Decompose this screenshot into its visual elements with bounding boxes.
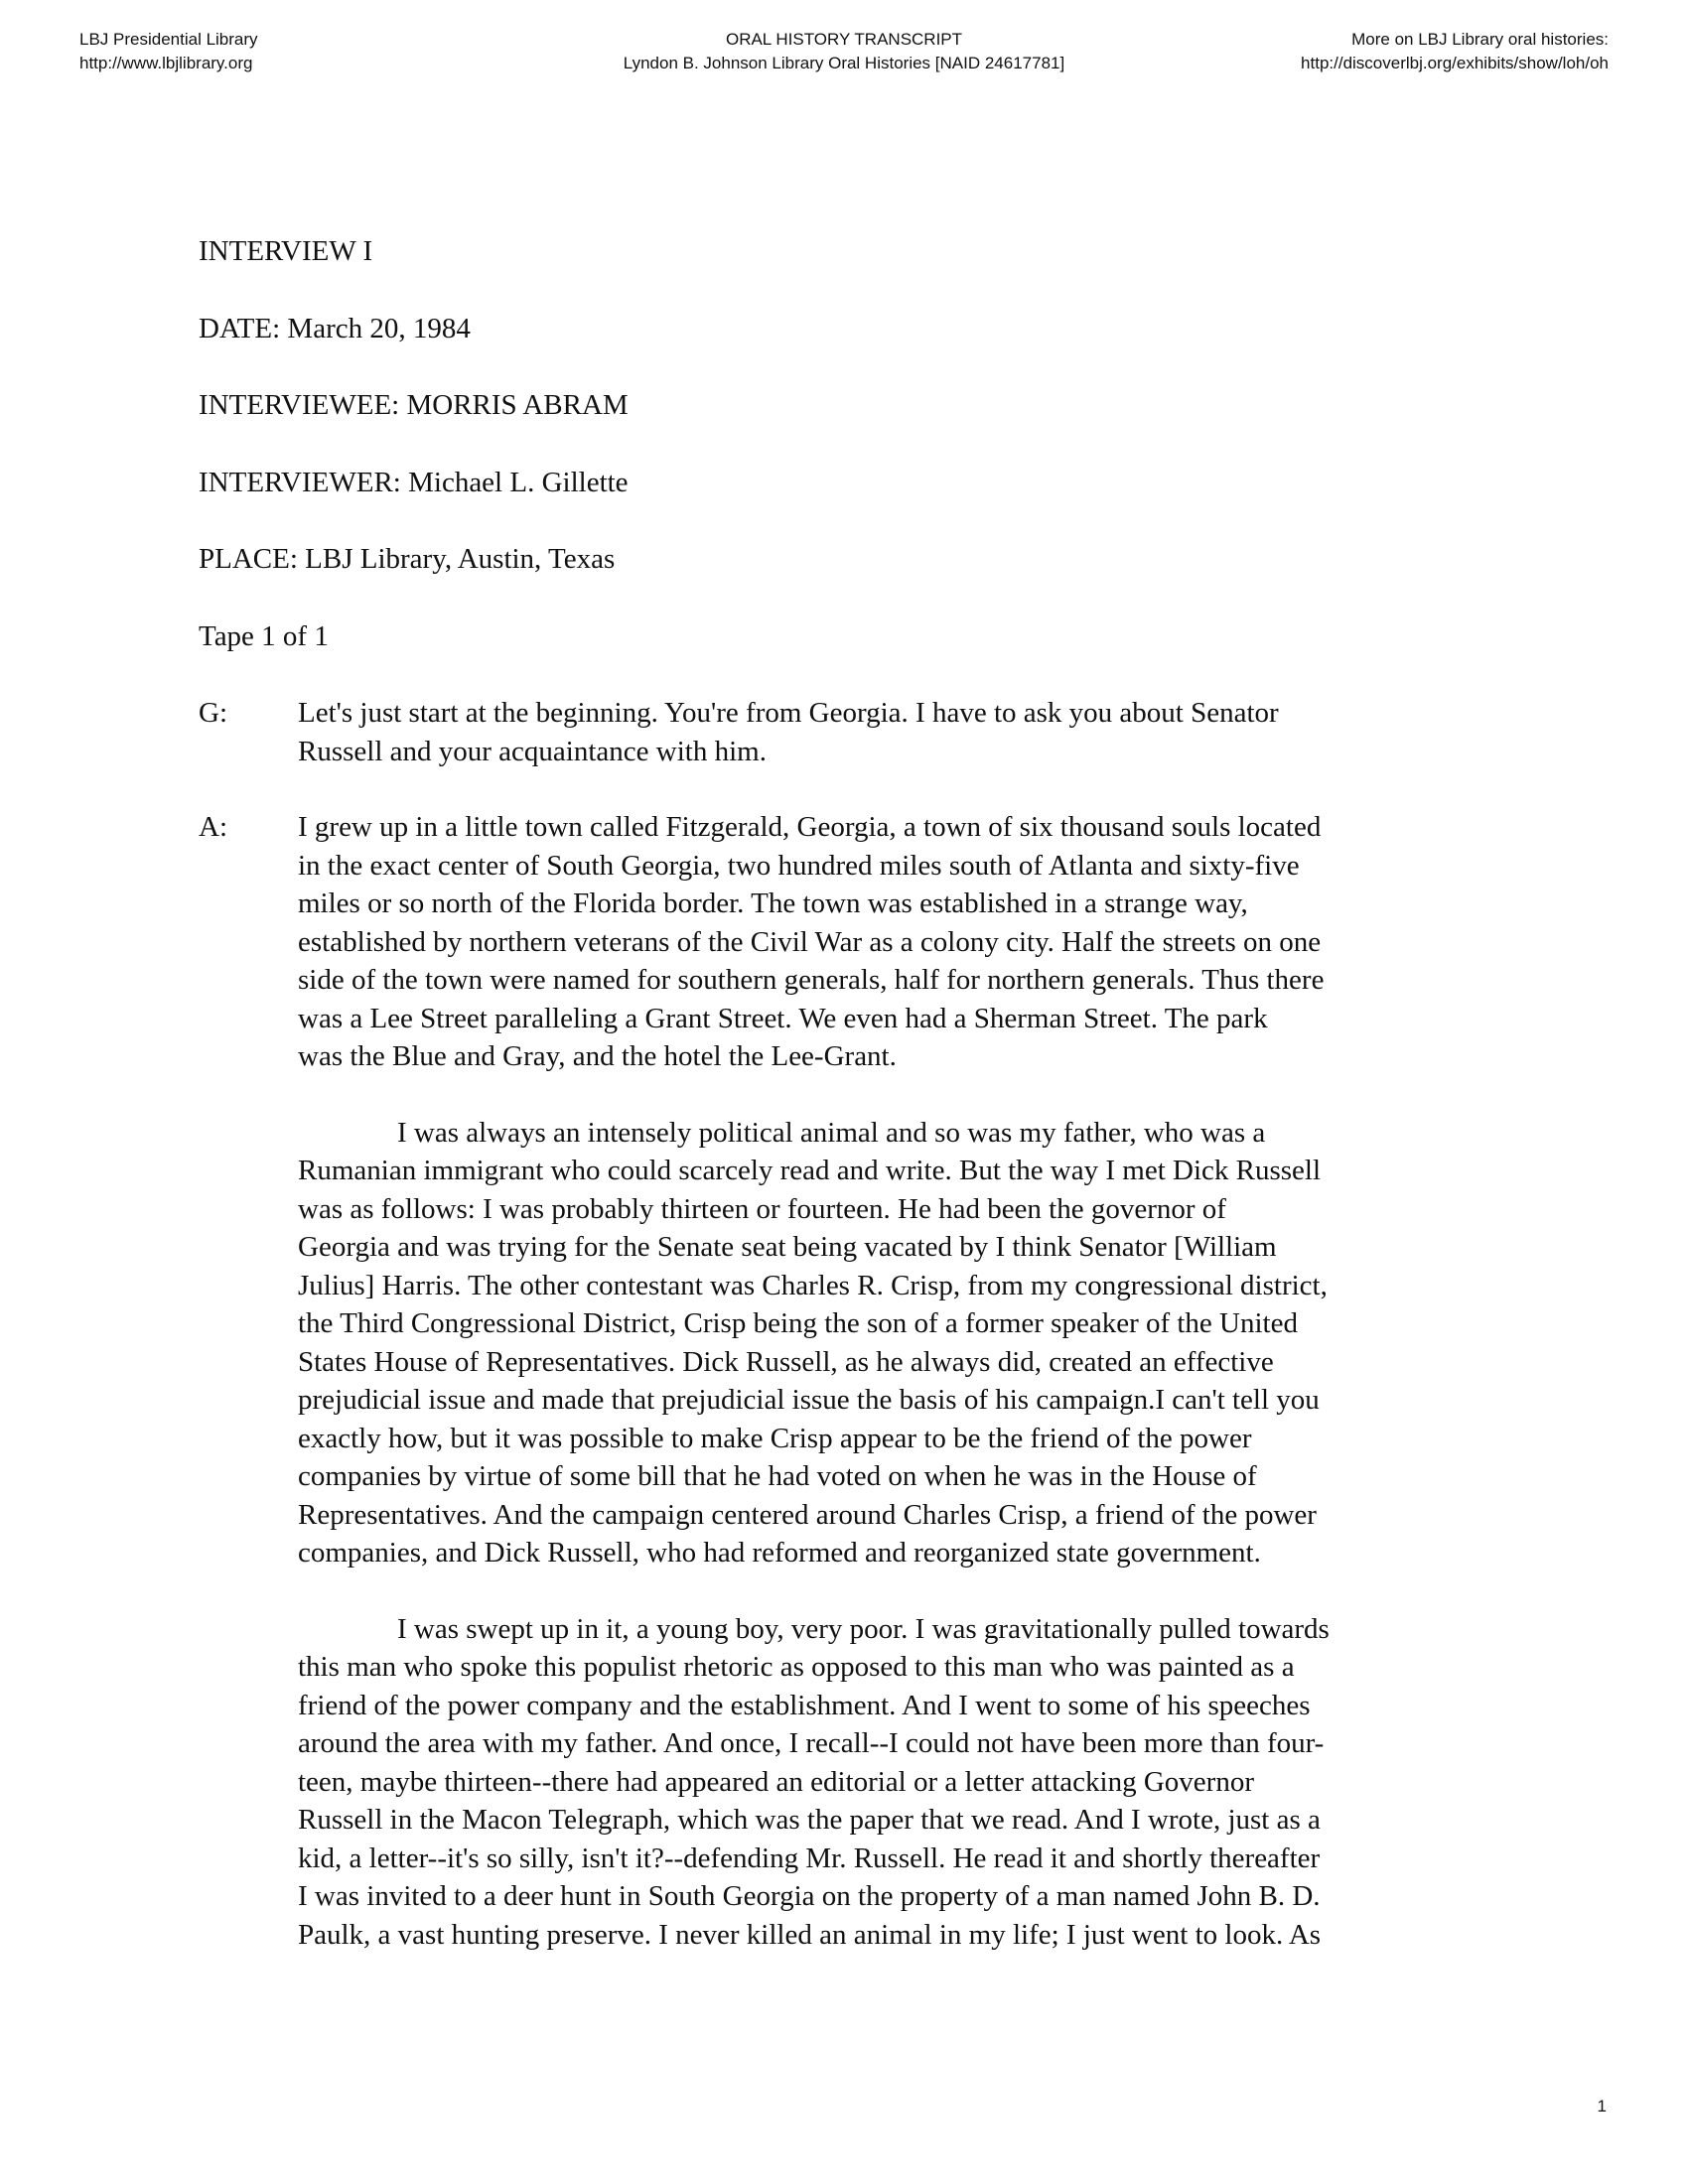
header-library-name: LBJ Presidential Library	[79, 30, 258, 49]
text-line: was the Blue and Gray, and the hotel the Lee-Grant.	[298, 1040, 897, 1072]
text-line: friend of the power company and the establishment. And I went to some of his speeches	[298, 1689, 1311, 1721]
text-line: companies by virtue of some bill that he had voted on when he was in the House of	[298, 1460, 1257, 1492]
interview-number: INTERVIEW I	[199, 235, 373, 267]
page-number: 1	[1597, 2097, 1607, 2116]
text-line: Russell in the Macon Telegraph, which was the paper that we read. And I wrote, just as a	[298, 1804, 1321, 1836]
text-line: exactly how, but it was possible to make Crisp appear to be the friend of the power	[298, 1422, 1252, 1454]
text-line: around the area with my father. And once, I recall--I could not have been more than four-	[298, 1727, 1325, 1759]
answer-paragraph-1	[298, 808, 1489, 1076]
text-line: was a Lee Street paralleling a Grant Street. We even had a Sherman Street. The park	[298, 1002, 1268, 1034]
interviewee: INTERVIEWEE: MORRIS ABRAM	[199, 389, 629, 421]
transcript-body	[199, 232, 1489, 1991]
header-more-label: More on LBJ Library oral histories:	[1351, 30, 1609, 49]
interview-date: DATE: March 20, 1984	[199, 312, 471, 344]
text-line: Paulk, a vast hunting preserve. I never killed an animal in my life; I just went to look. As	[298, 1918, 1322, 1951]
interview-place: PLACE: LBJ Library, Austin, Texas	[199, 543, 616, 575]
header-collection-name: Lyndon B. Johnson Library Oral Histories [NAID 24617781]	[623, 54, 1065, 72]
text-line: Georgia and was trying for the Senate seat being vacated by I think Senator [William	[298, 1231, 1277, 1263]
text-line: in the exact center of South Georgia, two hundred miles south of Atlanta and sixty-five	[298, 849, 1300, 882]
text-line: I was invited to a deer hunt in South Georgia on the property of a man named John B. D.	[298, 1880, 1321, 1912]
text-line: I was swept up in it, a young boy, very poor. I was gravitationally pulled towards	[397, 1612, 1330, 1645]
text-line: this man who spoke this populist rhetoric as opposed to this man who was painted as a	[298, 1651, 1295, 1683]
text-line: miles or so north of the Florida border. The town was established in a strange way,	[298, 887, 1248, 919]
tape-info: Tape 1 of 1	[199, 619, 329, 652]
answer-paragraph-3	[298, 1610, 1489, 1955]
question-block	[199, 694, 1489, 770]
interviewer: INTERVIEWER: Michael L. Gillette	[199, 466, 629, 498]
text-line: Julius] Harris. The other contestant was Charles R. Crisp, from my congressional district,	[298, 1269, 1328, 1301]
header-more-url: http://discoverlbj.org/exhibits/show/loh/oh	[1301, 54, 1609, 72]
speaker-label-g: G:	[199, 697, 227, 729]
text-line: the Third Congressional District, Crisp being the son of a former speaker of the United	[298, 1307, 1298, 1339]
text-line: I grew up in a little town called Fitzgerald, Georgia, a town of six thousand souls located	[298, 811, 1322, 843]
answer-block	[199, 808, 1489, 1954]
speaker-label-a: A:	[199, 811, 227, 843]
header-library-url: http://www.lbjlibrary.org	[79, 54, 253, 72]
text-line: Representatives. And the campaign centered around Charles Crisp, a friend of the power	[298, 1498, 1317, 1531]
text-line: was as follows: I was probably thirteen or fourteen. He had been the governor of	[298, 1192, 1226, 1225]
text-line: States House of Representatives. Dick Russell, as he always did, created an effective	[298, 1345, 1274, 1378]
text-line: I was always an intensely political animal and so was my father, who was a	[397, 1116, 1266, 1149]
text-line: companies, and Dick Russell, who had reformed and reorganized state government.	[298, 1537, 1261, 1569]
header-more-info	[1301, 28, 1609, 75]
text-line: teen, maybe thirteen--there had appeared an editorial or a letter attacking Governor	[298, 1765, 1254, 1798]
text-line: Let's just start at the beginning. You're from Georgia. I have to ask you about Senator	[298, 697, 1279, 729]
text-line: side of the town were named for southern generals, half for northern generals. Thus there	[298, 964, 1325, 996]
text-line: Rumanian immigrant who could scarcely read and write. But the way I met Dick Russell	[298, 1155, 1322, 1186]
text-line: established by northern veterans of the Civil War as a colony city. Half the streets on one	[298, 925, 1322, 958]
question-text	[298, 694, 1489, 770]
header-transcript-title: ORAL HISTORY TRANSCRIPT	[725, 30, 963, 49]
text-line: kid, a letter--it's so silly, isn't it?--defending Mr. Russell. He read it and shortly thereafter	[298, 1842, 1321, 1874]
answer-paragraph-2	[298, 1114, 1489, 1572]
text-line: prejudicial issue and made that prejudicial issue the basis of his campaign.I can't tell you	[298, 1384, 1320, 1416]
text-line: Russell and your acquaintance with him.	[298, 735, 767, 767]
page-header	[79, 28, 1609, 87]
